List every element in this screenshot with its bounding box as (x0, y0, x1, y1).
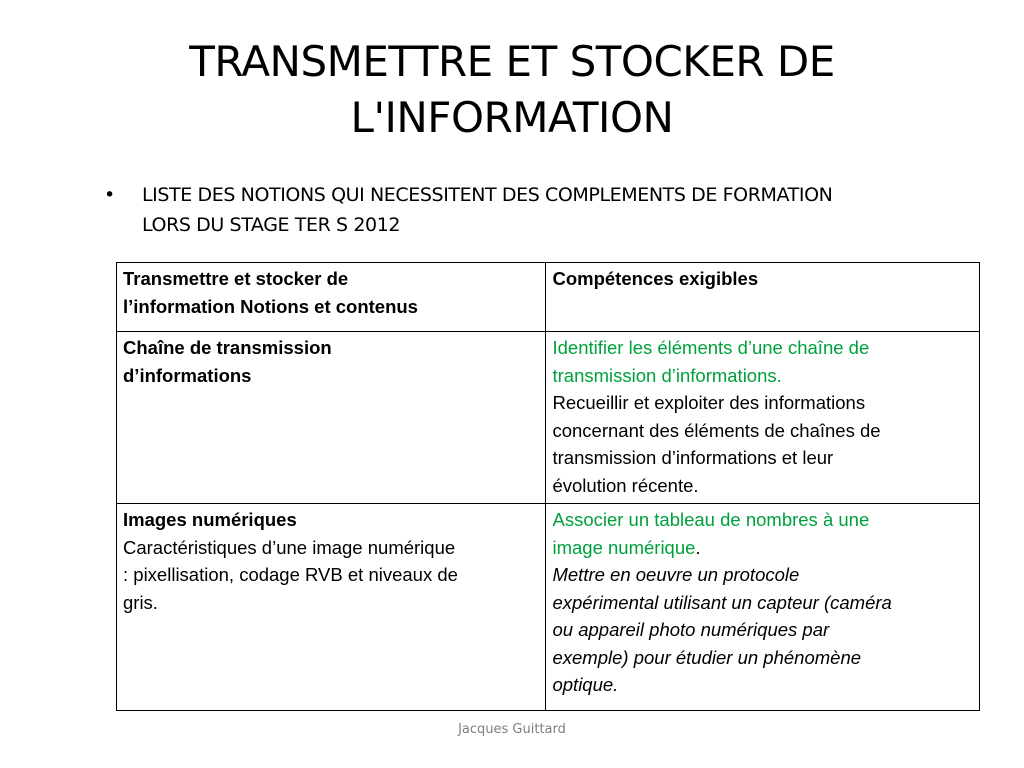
notion-cell (117, 504, 546, 711)
header-notions-line-1: Transmettre et stocker de (123, 268, 349, 289)
competence-italic-line: expérimental utilisant un capteur (caméra (552, 591, 892, 613)
bullet-item (104, 180, 944, 240)
bullet-text-line-2: LORS DU STAGE TER S 2012 (142, 214, 401, 236)
competence-italic-line: Mettre en oeuvre un protocole (552, 564, 800, 585)
competence-period: . (695, 536, 701, 558)
footer-author: Jacques Guittard (458, 722, 566, 737)
bullet-icon: • (104, 184, 115, 206)
notion-title-line-1: Chaîne de transmission (123, 337, 332, 358)
competence-line: évolution récente. (552, 474, 699, 496)
title-line-2: L'INFORMATION (350, 93, 674, 142)
header-notions-line-2: l’information Notions et contenus (123, 295, 418, 317)
title-line-1: TRANSMETTRE ET STOCKER DE (189, 37, 835, 86)
competence-italic-line: optique. (552, 674, 619, 695)
table-row (117, 504, 980, 711)
header-competences-label: Compétences exigibles (552, 268, 759, 289)
bullet-text (142, 180, 944, 240)
header-notions-cell (117, 263, 546, 332)
competence-highlight-line-1: Identifier les éléments d’une chaîne de (552, 337, 870, 358)
notion-line: gris. (123, 591, 158, 613)
slide-title (100, 34, 924, 146)
notion-title: Images numériques (123, 509, 297, 530)
competence-line: transmission d’informations et leur (552, 447, 834, 468)
bullet-text-line-1: LISTE DES NOTIONS QUI NECESSITENT DES COMPLEMENTS DE FORMATION (142, 184, 833, 206)
notions-table (116, 262, 980, 711)
table-header-row (117, 263, 980, 332)
competence-highlight-line-2: transmission d’informations. (552, 364, 782, 386)
competence-highlight-line-2: image numérique (552, 536, 696, 558)
competence-cell (546, 332, 980, 504)
competence-line: Recueillir et exploiter des informations (552, 392, 866, 413)
competence-italic-line: exemple) pour étudier un phénomène (552, 646, 862, 668)
competence-italic-line: ou appareil photo numériques par (552, 619, 830, 640)
notion-cell (117, 332, 546, 504)
notion-line: Caractéristiques d’une image numérique (123, 536, 456, 558)
notion-title-line-2: d’informations (123, 364, 252, 386)
competence-line: concernant des éléments de chaînes de (552, 419, 881, 441)
header-competences-cell (546, 263, 980, 332)
table-row (117, 332, 980, 504)
competence-cell (546, 504, 980, 711)
competence-highlight-line-1: Associer un tableau de nombres à une (552, 509, 870, 530)
notion-line: : pixellisation, codage RVB et niveaux de (123, 564, 458, 585)
